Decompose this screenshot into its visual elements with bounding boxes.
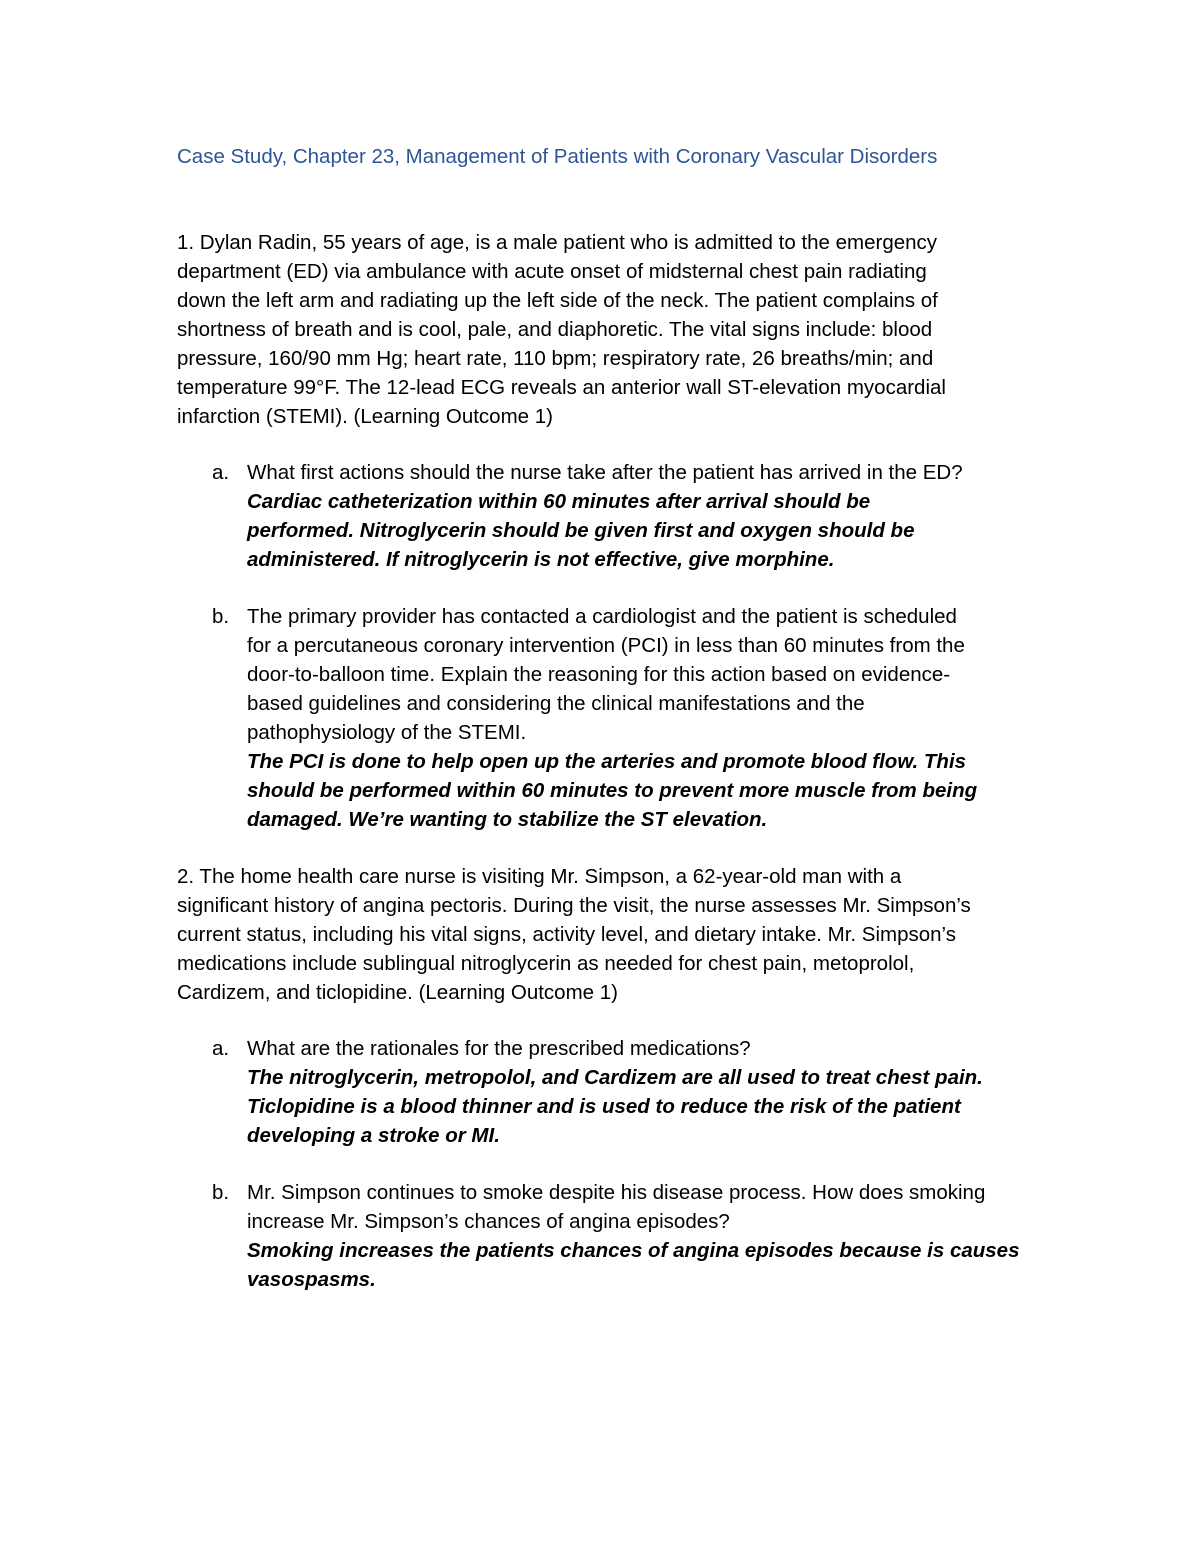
case2-line: significant history of angina pectoris. During the visit, the nurse assesses Mr. Simpson’s <box>177 894 971 917</box>
answer-text: administered. If nitroglycerin is not effective, give morphine. <box>247 548 835 571</box>
question-text: What first actions should the nurse take after the patient has arrived in the ED? <box>247 461 963 484</box>
answer-text: Cardiac catheterization within 60 minutes after arrival should be <box>247 490 871 513</box>
answer-text: should be performed within 60 minutes to prevent more muscle from being <box>247 779 978 802</box>
answer-text: vasospasms. <box>247 1268 376 1291</box>
question-text: door-to-balloon time. Explain the reasoning for this action based on evidence- <box>247 663 951 686</box>
question-body <box>247 1034 1037 1150</box>
answer-text: performed. Nitroglycerin should be given first and oxygen should be <box>247 519 915 542</box>
case1-line: down the left arm and radiating up the left side of the neck. The patient complains of <box>177 289 938 312</box>
case2-line: 2. The home health care nurse is visiting Mr. Simpson, a 62-year-old man with a <box>177 865 902 888</box>
answer-text: Smoking increases the patients chances of angina episodes because is causes <box>247 1239 1020 1262</box>
case2-paragraph <box>177 862 1017 1007</box>
question-text: increase Mr. Simpson’s chances of angina episodes? <box>247 1210 730 1233</box>
case2-line: medications include sublingual nitroglycerin as needed for chest pain, metoprolol, <box>177 952 915 975</box>
question-letter: a. <box>212 1037 230 1060</box>
question-text: What are the rationales for the prescribed medications? <box>247 1037 751 1060</box>
case1-line: temperature 99°F. The 12-lead ECG reveals an anterior wall ST-elevation myocardial <box>177 376 946 399</box>
case1-line: shortness of breath and is cool, pale, and diaphoretic. The vital signs include: blood <box>177 318 933 341</box>
case1-line: 1. Dylan Radin, 55 years of age, is a male patient who is admitted to the emergency <box>177 231 938 254</box>
question-letter: b. <box>212 605 230 628</box>
answer-text: Ticlopidine is a blood thinner and is used to reduce the risk of the patient <box>247 1095 961 1118</box>
question-text: for a percutaneous coronary intervention (PCI) in less than 60 minutes from the <box>247 634 965 657</box>
question-letter: a. <box>212 461 230 484</box>
answer-text: The PCI is done to help open up the arteries and promote blood flow. This <box>247 750 967 773</box>
case1-line: pressure, 160/90 mm Hg; heart rate, 110 bpm; respiratory rate, 26 breaths/min; and <box>177 347 934 370</box>
question-body <box>247 602 1037 834</box>
question-letter: b. <box>212 1181 230 1204</box>
answer-text: The nitroglycerin, metropolol, and Cardizem are all used to treat chest pain. <box>247 1066 983 1089</box>
question-text: The primary provider has contacted a cardiologist and the patient is scheduled <box>247 605 957 628</box>
question-body <box>247 458 1037 574</box>
case2-line: current status, including his vital signs, activity level, and dietary intake. Mr. Simpson’s <box>177 923 956 946</box>
answer-text: damaged. We’re wanting to stabilize the ST elevation. <box>247 808 768 831</box>
answer-text: developing a stroke or MI. <box>247 1124 500 1147</box>
question-body <box>247 1178 1037 1294</box>
question-text: pathophysiology of the STEMI. <box>247 721 527 744</box>
page-title: Case Study, Chapter 23, Management of Patients with Coronary Vascular Disorders <box>177 145 938 168</box>
question-text: Mr. Simpson continues to smoke despite his disease process. How does smoking <box>247 1181 986 1204</box>
question-text: based guidelines and considering the clinical manifestations and the <box>247 692 865 715</box>
case1-line: department (ED) via ambulance with acute onset of midsternal chest pain radiating <box>177 260 927 283</box>
case1-paragraph <box>177 228 1017 431</box>
case1-line: infarction (STEMI). (Learning Outcome 1) <box>177 405 553 428</box>
case2-line: Cardizem, and ticlopidine. (Learning Outcome 1) <box>177 981 618 1004</box>
